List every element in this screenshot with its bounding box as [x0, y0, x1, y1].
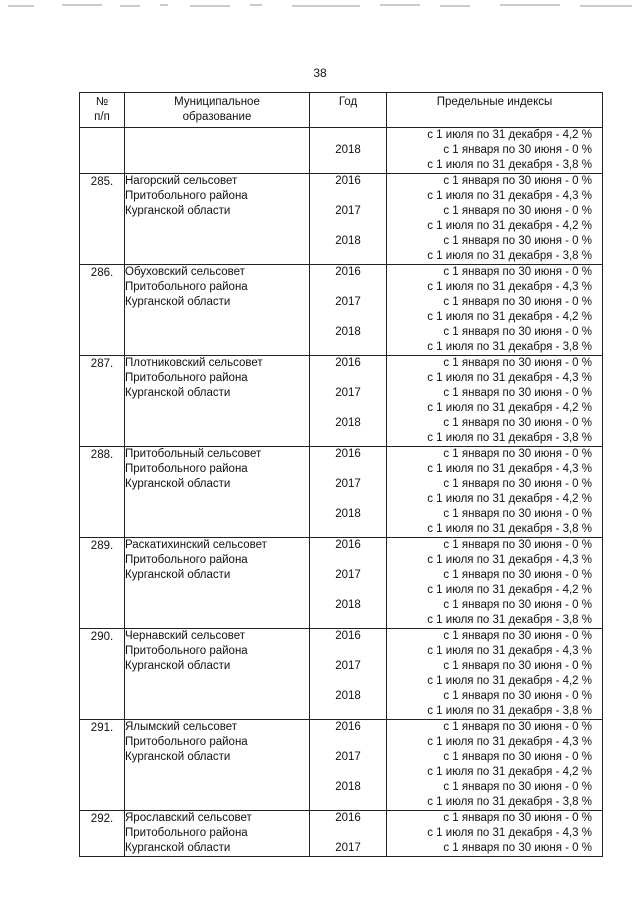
year-line: 2018 — [335, 235, 361, 247]
year-line — [310, 644, 386, 659]
index-line: с 1 июля по 31 декабря - 4,3 % — [427, 645, 592, 657]
header-municipality-line: образование — [182, 111, 252, 123]
year-line: 2016 — [335, 630, 361, 642]
cell-num — [80, 447, 125, 538]
index-line: с 1 июля по 31 декабря - 4,3 % — [427, 736, 592, 748]
index-line: с 1 июля по 31 декабря - 4,2 % — [427, 766, 592, 778]
year-line — [310, 583, 386, 598]
index-line: с 1 июля по 31 декабря - 3,8 % — [427, 705, 592, 717]
cell-municipality — [125, 629, 310, 720]
index-line: с 1 января по 30 июня - 0 % — [443, 387, 592, 399]
year-line: 2018 — [335, 781, 361, 793]
table-row — [80, 356, 603, 447]
cell-indices — [387, 128, 603, 174]
cell-municipality — [125, 356, 310, 447]
index-line: с 1 января по 30 июня - 0 % — [443, 630, 592, 642]
year-line: 2017 — [335, 660, 361, 672]
municipality-line: Притобольного района — [125, 554, 248, 566]
table-row — [80, 629, 603, 720]
year-line — [310, 795, 386, 810]
municipality-line: Курганской области — [125, 842, 231, 854]
index-line: с 1 июля по 31 декабря - 4,2 % — [427, 584, 592, 596]
index-line: с 1 июля по 31 декабря - 3,8 % — [427, 159, 592, 171]
index-line: с 1 июля по 31 декабря - 4,3 % — [427, 827, 592, 839]
index-line: с 1 июля по 31 декабря - 4,2 % — [427, 493, 592, 505]
index-line: с 1 января по 30 июня - 0 % — [443, 357, 592, 369]
index-line: с 1 января по 30 июня - 0 % — [443, 599, 592, 611]
year-line — [310, 158, 386, 173]
year-line — [310, 553, 386, 568]
year-line: 2017 — [335, 205, 361, 217]
header-municipality-line: Муниципальное — [174, 96, 260, 108]
table-row — [80, 538, 603, 629]
cell-year — [310, 447, 387, 538]
year-line: 2017 — [335, 387, 361, 399]
table-row — [80, 720, 603, 811]
year-line: 2017 — [335, 569, 361, 581]
year-line — [310, 735, 386, 750]
municipality-line: Притобольного района — [125, 463, 248, 475]
year-line: 2018 — [335, 690, 361, 702]
year-line: 2016 — [335, 812, 361, 824]
cell-indices — [387, 447, 603, 538]
index-line: с 1 января по 30 июня - 0 % — [443, 842, 592, 854]
cell-num — [80, 128, 125, 174]
index-line: с 1 января по 30 июня - 0 % — [443, 751, 592, 763]
table-row — [80, 265, 603, 356]
municipality-line: Нагорский сельсовет — [125, 175, 238, 187]
index-line: с 1 января по 30 июня - 0 % — [443, 690, 592, 702]
municipality-line: Притобольного района — [125, 372, 248, 384]
cell-municipality — [125, 128, 310, 174]
year-line — [310, 704, 386, 719]
cell-municipality — [125, 720, 310, 811]
cell-num — [80, 174, 125, 265]
cell-num — [80, 265, 125, 356]
cell-year — [310, 174, 387, 265]
year-line: 2017 — [335, 478, 361, 490]
cell-year — [310, 356, 387, 447]
index-line: с 1 января по 30 июня - 0 % — [443, 417, 592, 429]
index-line: с 1 июля по 31 декабря - 4,2 % — [427, 402, 592, 414]
municipality-line: Притобольного района — [125, 645, 248, 657]
header-indices — [387, 93, 603, 128]
index-line: с 1 июля по 31 декабря - 4,3 % — [427, 190, 592, 202]
municipality-line: Курганской области — [125, 660, 231, 672]
index-line: с 1 июля по 31 декабря - 4,2 % — [427, 129, 592, 141]
year-line — [310, 280, 386, 295]
cell-indices — [387, 538, 603, 629]
year-line: 2018 — [335, 326, 361, 338]
municipality-line: Обуховский сельсовет — [125, 266, 245, 278]
year-line — [310, 401, 386, 416]
header-year-label: Год — [338, 96, 358, 108]
year-line: 2016 — [335, 357, 361, 369]
cell-indices — [387, 629, 603, 720]
header-num — [80, 93, 125, 128]
cell-municipality — [125, 538, 310, 629]
year-line — [310, 128, 386, 143]
row-number: 292. — [90, 813, 114, 825]
year-line: 2017 — [335, 296, 361, 308]
row-number: 288. — [90, 449, 114, 461]
header-municipality — [125, 93, 310, 128]
municipality-line: Курганской области — [125, 296, 231, 308]
header-num-line: № — [95, 96, 109, 108]
municipality-line: Плотниковский сельсовет — [125, 357, 263, 369]
index-line: с 1 января по 30 июня - 0 % — [443, 235, 592, 247]
municipality-line: Раскатихинский сельсовет — [125, 539, 267, 551]
municipality-line: Притобольного района — [125, 190, 248, 202]
year-line — [310, 249, 386, 264]
index-line: с 1 января по 30 июня - 0 % — [443, 266, 592, 278]
municipality-line: Курганской области — [125, 387, 231, 399]
year-line — [310, 371, 386, 386]
index-line: с 1 июля по 31 декабря - 4,2 % — [427, 675, 592, 687]
index-line: с 1 января по 30 июня - 0 % — [443, 205, 592, 217]
cell-year — [310, 629, 387, 720]
municipality-line: Ярославский сельсовет — [125, 812, 252, 824]
municipality-line: Курганской области — [125, 478, 231, 490]
index-line: с 1 января по 30 июня - 0 % — [443, 175, 592, 187]
cell-indices — [387, 265, 603, 356]
page-number: 38 — [313, 66, 327, 80]
municipality-line: Притобольного района — [125, 281, 248, 293]
index-line: с 1 января по 30 июня - 0 % — [443, 781, 592, 793]
cell-indices — [387, 356, 603, 447]
index-line: с 1 января по 30 июня - 0 % — [443, 326, 592, 338]
row-number: 287. — [90, 358, 114, 370]
municipality-line: Курганской области — [125, 569, 231, 581]
year-line: 2018 — [335, 508, 361, 520]
index-line: с 1 января по 30 июня - 0 % — [443, 660, 592, 672]
index-line: с 1 июля по 31 декабря - 3,8 % — [427, 614, 592, 626]
cell-num — [80, 538, 125, 629]
year-line: 2017 — [335, 751, 361, 763]
row-number: 289. — [90, 540, 114, 552]
row-number: 285. — [90, 176, 114, 188]
year-line — [310, 431, 386, 446]
year-line: 2016 — [335, 448, 361, 460]
year-line: 2016 — [335, 175, 361, 187]
header-indices-label: Предельные индексы — [436, 96, 553, 108]
index-line: с 1 июля по 31 декабря - 4,3 % — [427, 463, 592, 475]
table-row — [80, 174, 603, 265]
municipality-line: Курганской области — [125, 205, 231, 217]
year-line: 2018 — [335, 599, 361, 611]
index-line: с 1 января по 30 июня - 0 % — [443, 812, 592, 824]
cell-num — [80, 811, 125, 857]
cell-year — [310, 720, 387, 811]
index-line: с 1 июля по 31 декабря - 3,8 % — [427, 341, 592, 353]
scan-artifact-strip — [0, 0, 640, 14]
year-line — [310, 462, 386, 477]
municipality-line: Ялымский сельсовет — [125, 721, 238, 733]
cell-municipality — [125, 447, 310, 538]
municipality-line: Притобольного района — [125, 827, 248, 839]
index-line: с 1 июля по 31 декабря - 4,3 % — [427, 281, 592, 293]
index-line: с 1 января по 30 июня - 0 % — [443, 296, 592, 308]
index-line: с 1 июля по 31 декабря - 4,3 % — [427, 372, 592, 384]
year-line — [310, 613, 386, 628]
index-line: с 1 июля по 31 декабря - 3,8 % — [427, 250, 592, 262]
cell-municipality — [125, 174, 310, 265]
year-line — [310, 189, 386, 204]
index-line: с 1 января по 30 июня - 0 % — [443, 569, 592, 581]
header-num-line: п/п — [94, 111, 110, 123]
year-line: 2016 — [335, 721, 361, 733]
year-line — [310, 492, 386, 507]
cell-indices — [387, 720, 603, 811]
table-row-continuation — [80, 128, 603, 174]
municipality-line: Курганской области — [125, 751, 231, 763]
index-line: с 1 июля по 31 декабря - 3,8 % — [427, 432, 592, 444]
year-line — [310, 522, 386, 537]
cell-municipality — [125, 811, 310, 857]
index-line: с 1 июля по 31 декабря - 4,2 % — [427, 220, 592, 232]
cell-year — [310, 538, 387, 629]
year-line — [310, 674, 386, 689]
index-line: с 1 июля по 31 декабря - 4,2 % — [427, 311, 592, 323]
municipality-line: Чернавский сельсовет — [125, 630, 246, 642]
table-row — [80, 811, 603, 857]
year-line: 2017 — [335, 842, 361, 854]
cell-indices — [387, 811, 603, 857]
index-line: с 1 января по 30 июня - 0 % — [443, 478, 592, 490]
year-line — [310, 310, 386, 325]
year-line: 2018 — [335, 144, 361, 156]
row-number: 286. — [90, 267, 114, 279]
cell-num — [80, 720, 125, 811]
index-line: с 1 января по 30 июня - 0 % — [443, 144, 592, 156]
table-body — [80, 128, 603, 857]
index-line: с 1 июля по 31 декабря - 4,3 % — [427, 554, 592, 566]
cell-year — [310, 128, 387, 174]
municipality-line: Притобольного района — [125, 736, 248, 748]
cell-year — [310, 811, 387, 857]
index-line: с 1 января по 30 июня - 0 % — [443, 448, 592, 460]
table-header-row — [80, 93, 603, 128]
year-line — [310, 340, 386, 355]
year-line: 2018 — [335, 417, 361, 429]
header-year — [310, 93, 387, 128]
table-row — [80, 447, 603, 538]
index-line: с 1 января по 30 июня - 0 % — [443, 539, 592, 551]
index-line: с 1 июля по 31 декабря - 3,8 % — [427, 796, 592, 808]
year-line — [310, 765, 386, 780]
row-number: 291. — [90, 722, 114, 734]
municipality-line: Притобольный сельсовет — [125, 448, 262, 460]
year-line: 2016 — [335, 539, 361, 551]
year-line — [310, 219, 386, 234]
cell-year — [310, 265, 387, 356]
cell-indices — [387, 174, 603, 265]
cell-num — [80, 356, 125, 447]
cell-num — [80, 629, 125, 720]
cell-municipality — [125, 265, 310, 356]
row-number: 290. — [90, 631, 114, 643]
index-line: с 1 января по 30 июня - 0 % — [443, 721, 592, 733]
year-line: 2016 — [335, 266, 361, 278]
year-line — [310, 826, 386, 841]
index-line: с 1 января по 30 июня - 0 % — [443, 508, 592, 520]
index-line: с 1 июля по 31 декабря - 3,8 % — [427, 523, 592, 535]
indices-table — [79, 92, 603, 857]
